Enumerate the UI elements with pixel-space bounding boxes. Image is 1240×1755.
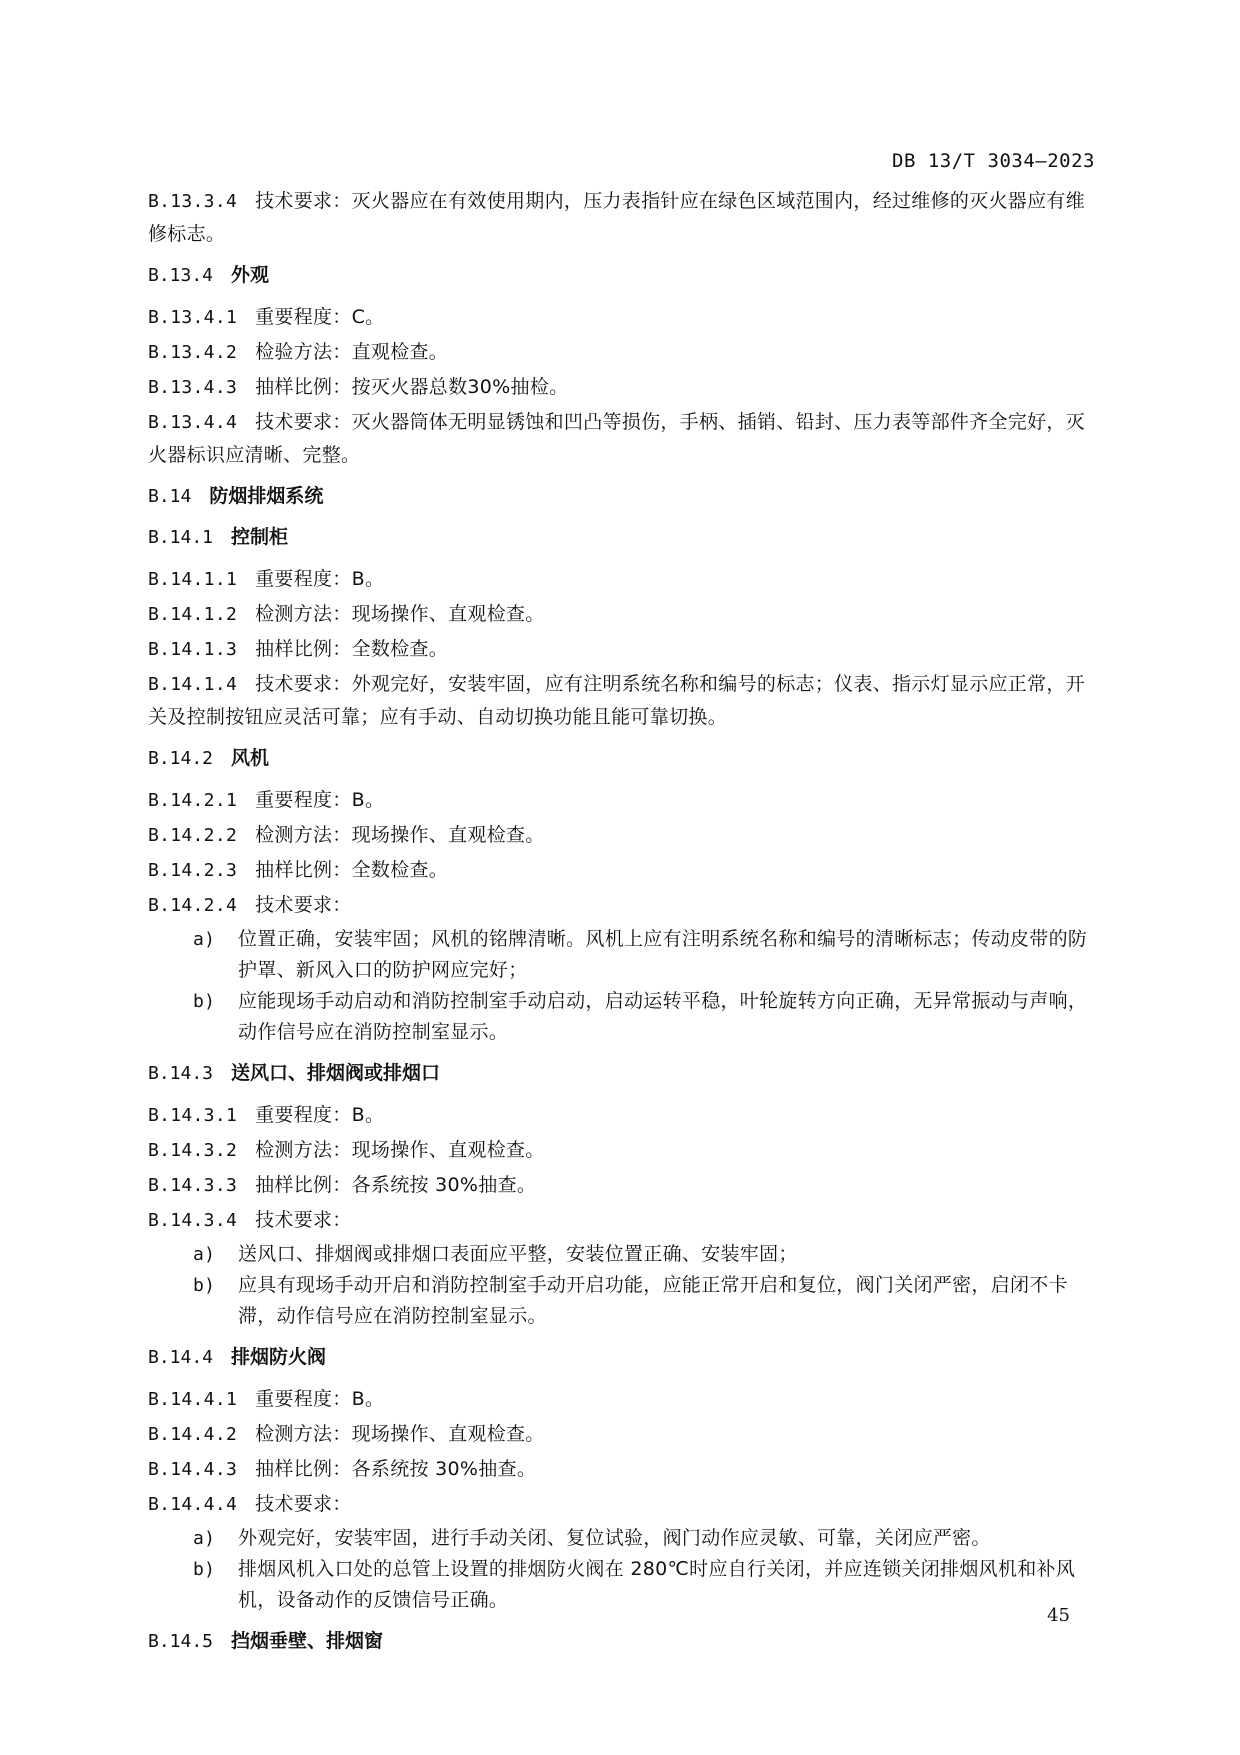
list-item bbox=[148, 986, 1093, 1048]
clause-text: 技术要求：灭火器筒体无明显锈蚀和凹凸等损伤，手柄、插销、铅封、压力表等部件齐全完好，灭火器标识应清晰、完整。 bbox=[148, 411, 1086, 466]
clause-text: 重要程度：B。 bbox=[255, 789, 385, 811]
section-number: B.14.4 bbox=[148, 1347, 214, 1368]
clause-paragraph bbox=[148, 854, 1093, 887]
document-code: DB 13/T 3034—2023 bbox=[892, 150, 1095, 172]
list-item-text: 排烟风机入口处的总管上设置的排烟防火阀在 280℃时应自行关闭，并应连锁关闭排烟风机和补风机，设备动作的反馈信号正确。 bbox=[238, 1558, 1076, 1611]
clause-number: B.13.4.1 bbox=[148, 307, 238, 328]
section-heading bbox=[148, 1342, 1093, 1373]
clause-paragraph bbox=[148, 336, 1093, 369]
clause-paragraph bbox=[148, 598, 1093, 631]
section-title: 排烟防火阀 bbox=[231, 1346, 327, 1368]
clause-number: B.14.1.4 bbox=[148, 674, 238, 695]
document-body bbox=[148, 185, 1093, 1667]
section-number: B.14.1 bbox=[148, 527, 214, 548]
clause-number: B.14.4.3 bbox=[148, 1459, 238, 1480]
list-item-text: 应具有现场手动开启和消防控制室手动开启功能，应能正常开启和复位，阀门关闭严密，启闭不卡滞，动作信号应在消防控制室显示。 bbox=[238, 1274, 1068, 1327]
clause-text: 重要程度：C。 bbox=[255, 306, 385, 328]
list-item-text: 外观完好，安装牢固，进行手动关闭、复位试验，阀门动作应灵敏、可靠，关闭应严密。 bbox=[238, 1527, 991, 1549]
clause-paragraph bbox=[148, 1099, 1093, 1132]
section-heading bbox=[148, 1058, 1093, 1089]
clause-number: B.14.3.2 bbox=[148, 1140, 238, 1161]
clause-paragraph bbox=[148, 1418, 1093, 1451]
section-number: B.14.3 bbox=[148, 1063, 214, 1084]
clause-text: 技术要求： bbox=[255, 894, 352, 916]
clause-text: 技术要求： bbox=[255, 1209, 352, 1231]
list-item bbox=[148, 1239, 1093, 1270]
clause-number: B.14.3.1 bbox=[148, 1105, 238, 1126]
list-marker: a) bbox=[193, 929, 216, 950]
list-marker: a) bbox=[193, 1528, 216, 1549]
clause-number: B.13.4.4 bbox=[148, 412, 238, 433]
clause-text: 抽样比例：按灭火器总数30%抽检。 bbox=[255, 376, 569, 398]
section-title: 防烟排烟系统 bbox=[209, 485, 324, 507]
clause-paragraph bbox=[148, 633, 1093, 666]
clause-text: 技术要求： bbox=[255, 1493, 352, 1515]
clause-text: 检测方法：现场操作、直观检查。 bbox=[255, 603, 545, 625]
clause-text: 检测方法：现场操作、直观检查。 bbox=[255, 1139, 545, 1161]
clause-paragraph bbox=[148, 1134, 1093, 1167]
list-item bbox=[148, 924, 1093, 986]
clause-paragraph bbox=[148, 1488, 1093, 1521]
clause-number: B.14.4.4 bbox=[148, 1494, 238, 1515]
section-number: B.14 bbox=[148, 486, 192, 507]
clause-text: 技术要求：外观完好，安装牢固，应有注明系统名称和编号的标志；仪表、指示灯显示应正常，开关及控制按钮应灵活可靠；应有手动、自动切换功能且能可靠切换。 bbox=[148, 673, 1086, 728]
section-title: 控制柜 bbox=[231, 526, 289, 548]
clause-text: 检测方法：现场操作、直观检查。 bbox=[255, 824, 545, 846]
section-number: B.14.2 bbox=[148, 748, 214, 769]
list-item-text: 位置正确，安装牢固；风机的铭牌清晰。风机上应有注明系统名称和编号的清晰标志；传动皮带的防护罩、新风入口的防护网应完好； bbox=[238, 928, 1088, 981]
clause-number: B.14.3.4 bbox=[148, 1210, 238, 1231]
clause-number: B.14.2.2 bbox=[148, 825, 238, 846]
list-item-text: 应能现场手动启动和消防控制室手动启动，启动运转平稳，叶轮旋转方向正确，无异常振动与声响，动作信号应在消防控制室显示。 bbox=[238, 990, 1088, 1043]
clause-paragraph bbox=[148, 889, 1093, 922]
clause-text: 重要程度：B。 bbox=[255, 1104, 385, 1126]
clause-text: 重要程度：B。 bbox=[255, 1388, 385, 1410]
page-number: 45 bbox=[1047, 1605, 1070, 1626]
clause-paragraph bbox=[148, 1383, 1093, 1416]
clause-paragraph bbox=[148, 406, 1093, 471]
clause-text: 重要程度：B。 bbox=[255, 568, 385, 590]
section-title: 挡烟垂壁、排烟窗 bbox=[231, 1630, 384, 1652]
section-number: B.13.4 bbox=[148, 265, 214, 286]
section-heading bbox=[148, 1626, 1093, 1657]
clause-number: B.14.2.1 bbox=[148, 790, 238, 811]
clause-number: B.14.1.3 bbox=[148, 639, 238, 660]
clause-text: 检测方法：现场操作、直观检查。 bbox=[255, 1423, 545, 1445]
clause-text: 抽样比例：全数检查。 bbox=[255, 859, 449, 881]
clause-paragraph bbox=[148, 563, 1093, 596]
section-number: B.14.5 bbox=[148, 1631, 214, 1652]
clause-paragraph bbox=[148, 1204, 1093, 1237]
clause-text: 抽样比例：全数检查。 bbox=[255, 638, 449, 660]
section-heading bbox=[148, 481, 1093, 512]
clause-number: B.14.1.2 bbox=[148, 604, 238, 625]
list-item-text: 送风口、排烟阀或排烟口表面应平整，安装位置正确、安装牢固； bbox=[238, 1243, 798, 1265]
list-item bbox=[148, 1554, 1093, 1616]
clause-text: 抽样比例：各系统按 30%抽查。 bbox=[255, 1458, 537, 1480]
clause-number: B.13.4.2 bbox=[148, 342, 238, 363]
clause-text: 技术要求：灭火器应在有效使用期内，压力表指针应在绿色区域范围内，经过维修的灭火器应有维修标志。 bbox=[148, 190, 1086, 245]
clause-paragraph bbox=[148, 1453, 1093, 1486]
section-heading bbox=[148, 522, 1093, 553]
section-title: 送风口、排烟阀或排烟口 bbox=[231, 1062, 441, 1084]
section-title: 外观 bbox=[231, 264, 270, 286]
list-item bbox=[148, 1270, 1093, 1332]
clause-paragraph bbox=[148, 1169, 1093, 1202]
section-title: 风机 bbox=[231, 747, 270, 769]
clause-text: 检验方法：直观检查。 bbox=[255, 341, 449, 363]
clause-text: 抽样比例：各系统按 30%抽查。 bbox=[255, 1174, 537, 1196]
clause-number: B.14.1.1 bbox=[148, 569, 238, 590]
clause-number: B.14.4.1 bbox=[148, 1389, 238, 1410]
list-item bbox=[148, 1523, 1093, 1554]
clause-number: B.14.2.4 bbox=[148, 895, 238, 916]
clause-number: B.13.3.4 bbox=[148, 191, 238, 212]
clause-number: B.14.4.2 bbox=[148, 1424, 238, 1445]
clause-paragraph bbox=[148, 819, 1093, 852]
list-marker: a) bbox=[193, 1244, 216, 1265]
clause-number: B.14.3.3 bbox=[148, 1175, 238, 1196]
section-heading bbox=[148, 260, 1093, 291]
clause-paragraph bbox=[148, 301, 1093, 334]
list-marker: b) bbox=[193, 991, 216, 1012]
clause-number: B.14.2.3 bbox=[148, 860, 238, 881]
clause-paragraph bbox=[148, 371, 1093, 404]
clause-paragraph bbox=[148, 784, 1093, 817]
clause-number: B.13.4.3 bbox=[148, 377, 238, 398]
list-marker: b) bbox=[193, 1275, 216, 1296]
clause-paragraph bbox=[148, 185, 1093, 250]
clause-paragraph bbox=[148, 668, 1093, 733]
section-heading bbox=[148, 743, 1093, 774]
list-marker: b) bbox=[193, 1559, 216, 1580]
